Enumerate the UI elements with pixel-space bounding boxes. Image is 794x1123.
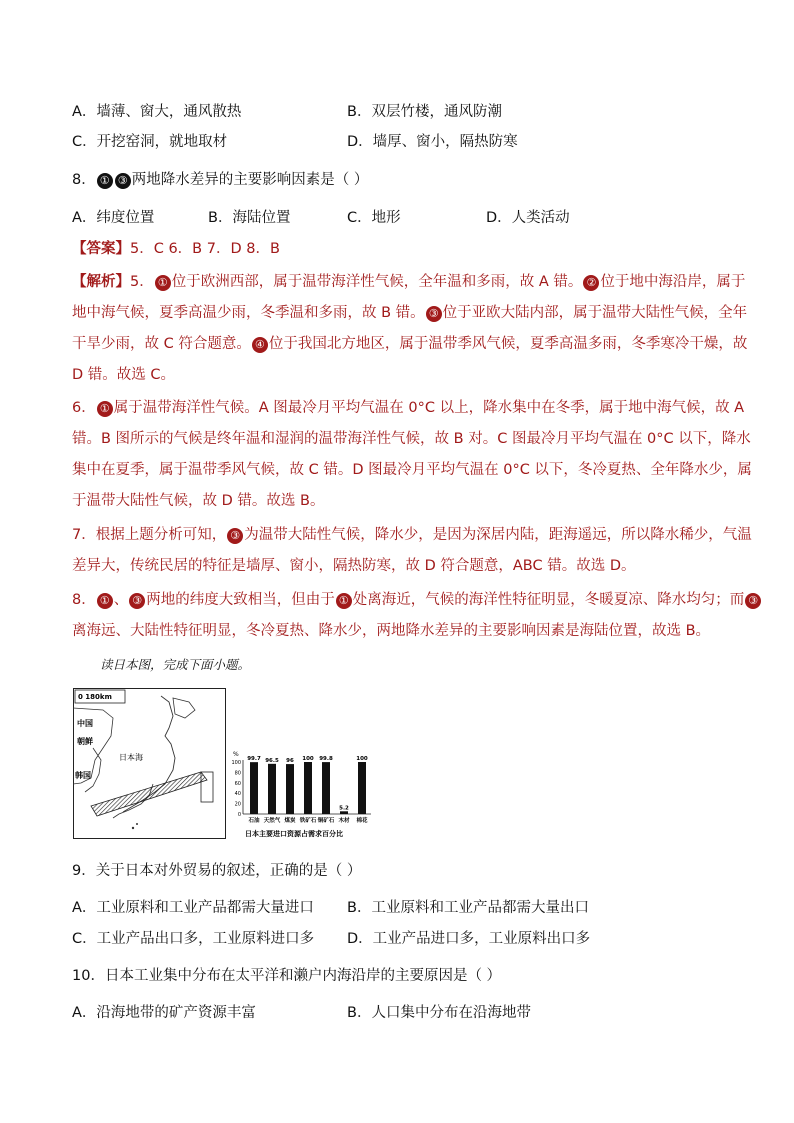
- chart-bar: [340, 811, 348, 814]
- chart-category-label: 棉花: [356, 818, 368, 824]
- circled-2-icon: ②: [583, 275, 599, 291]
- chart-ylabel: %: [233, 751, 239, 758]
- label-south-korea: 韩国: [75, 771, 91, 780]
- analysis-text: 处离海近，气候的海洋性特征明显，冬暖夏凉、降水均匀；而: [352, 592, 745, 608]
- q8-stem: [72, 169, 368, 191]
- chart-data-label: 96.5: [265, 757, 279, 764]
- chart-category-label: 铁矿石: [299, 818, 317, 824]
- analysis-p7-line1: [72, 524, 752, 546]
- chart-category-label: 煤炭: [284, 818, 296, 824]
- analysis-text: 两地的纬度大致相当，但由于: [146, 592, 335, 608]
- circled-3-icon: ③: [426, 306, 442, 322]
- chart-bar: [268, 764, 276, 814]
- analysis-p6-line1: [72, 397, 744, 419]
- chart-bar: [250, 762, 258, 814]
- analysis-text: 位于我国北方地区，属于温带季风气候，夏季高温多雨，冬季寒冷干燥，故: [268, 336, 748, 352]
- analysis-text: 位于亚欧大陆内部，属于温带大陆性气候，全年: [442, 305, 748, 321]
- q8-option-c: C．地形: [347, 210, 401, 226]
- chart-data-label: 100: [302, 756, 314, 762]
- analysis-text: 位于地中海沿岸，属于: [600, 274, 746, 290]
- chart-data-label: 100: [356, 756, 368, 762]
- chart-category-label: 木材: [338, 818, 350, 824]
- label-north-korea: 朝鲜: [77, 737, 93, 746]
- chart-category-label: 铜矿石: [317, 818, 335, 824]
- analysis-p5-line1: [72, 271, 745, 293]
- analysis-p8-line1: [72, 589, 762, 611]
- answer-text: 5．C 6．B 7．D 8．B: [130, 241, 280, 257]
- chart-category-label: 石油: [248, 818, 260, 824]
- circled-1-icon: ①: [97, 593, 113, 609]
- circled-3-icon: ③: [129, 593, 145, 609]
- circled-1-icon: ①: [336, 593, 352, 609]
- analysis-text: 地中海气候，夏季高温少雨，冬季温和多雨，故 B 错。: [72, 305, 425, 321]
- analysis-p6-number: 6．: [72, 400, 96, 416]
- q8-option-b: B．海陆位置: [208, 210, 291, 226]
- chart-bar: [322, 762, 330, 814]
- q10-option-a: A．沿海地带的矿产资源丰富: [72, 1005, 256, 1021]
- analysis-text: 干旱少雨，故 C 符合题意。: [72, 336, 251, 352]
- circled-3-icon: ③: [745, 593, 761, 609]
- chart-ytick-label: 100: [231, 760, 241, 766]
- analysis-p7-line2: 差异大，传统民居的特征是墙厚、窗小，隔热防寒，故 D 符合题意，ABC 错。故选 D。: [72, 558, 636, 574]
- circled-4-icon: ④: [252, 337, 268, 353]
- analysis-p5-number: 5．: [130, 274, 154, 290]
- circled-1-icon: ①: [97, 173, 113, 189]
- analysis-tag: 【解析】: [72, 274, 130, 290]
- map-frame: [74, 689, 226, 839]
- circled-3-icon: ③: [115, 173, 131, 189]
- q9-option-a: A．工业原料和工业产品都需大量进口: [72, 900, 314, 916]
- chart-bar: [304, 762, 312, 814]
- japan-map-figure: [73, 688, 391, 840]
- q7-option-c: C．开挖窑洞，就地取材: [72, 134, 228, 150]
- analysis-p6-line4: 于温带大陆性气候，故 D 错。故选 B。: [72, 493, 325, 509]
- chart-ytick-label: 0: [237, 812, 241, 818]
- q8-stem-text: 两地降水差异的主要影响因素是（ ）: [131, 172, 369, 188]
- island-dot: [132, 827, 134, 829]
- circled-1-icon: ①: [97, 401, 113, 417]
- analysis-p8-line2: 离海远、大陆性特征明显，冬冷夏热、降水少，两地降水差异的主要影响因素是海陆位置，故选 B。: [72, 623, 711, 639]
- chart-data-label: 99.8: [319, 756, 333, 763]
- chart-bar: [358, 762, 366, 814]
- analysis-text: 为温带大陆性气候，降水少，是因为深居内陆，距海遥远，所以降水稀少，气温: [244, 527, 752, 543]
- q9-option-b: B．工业原料和工业产品都需大量出口: [347, 900, 589, 916]
- chart-ytick-label: 40: [234, 791, 241, 798]
- analysis-p5-line3: [72, 333, 747, 355]
- q9-option-d: D．工业产品进口多，工业原料出口多: [347, 931, 591, 947]
- island-dot: [136, 823, 138, 825]
- analysis-p6-line3: 集中在夏季，属于温带季风气候，故 C 错。D 图最冷月平均气温在 0°C 以下，冬冷夏热、全年降水少，属: [72, 462, 752, 478]
- chart-ytick-label: 80: [234, 770, 241, 777]
- q8-option-a: A．纬度位置: [72, 210, 155, 226]
- chart-data-label: 5.2: [339, 805, 349, 812]
- q8-number: 8．: [72, 172, 96, 188]
- q7-option-d: D．墙厚、窗小，隔热防寒: [347, 134, 518, 150]
- analysis-p5-line4: D 错。故选 C。: [72, 367, 176, 383]
- label-china: 中国: [77, 719, 93, 728]
- reading-prompt: 读日本图，完成下面小题。: [100, 657, 251, 672]
- analysis-text: 7．根据上题分析可知，: [72, 527, 227, 543]
- chart-ytick-label: 60: [234, 780, 241, 787]
- answer-tag: 【答案】: [72, 241, 130, 257]
- import-ratio-bar-chart: [229, 748, 389, 840]
- q9-stem: 9．关于日本对外贸易的叙述，正确的是（ ）: [72, 863, 362, 879]
- q10-option-b: B．人口集中分布在沿海地带: [347, 1005, 531, 1021]
- chart-category-label: 天然气: [263, 818, 281, 824]
- analysis-text: 、: [113, 592, 129, 608]
- chart-data-label: 99.7: [247, 756, 261, 763]
- chart-ytick-label: 20: [234, 801, 241, 808]
- map-scale-label: 0 180km: [78, 693, 112, 701]
- analysis-text: 属于温带海洋性气候。A 图最冷月平均气温在 0°C 以上，降水集中在冬季，属于地中海气候，故 A: [113, 400, 745, 416]
- analysis-p5-line2: [72, 302, 747, 324]
- chart-data-label: 96: [286, 758, 294, 765]
- analysis-text: 位于欧洲西部，属于温带海洋性气候，全年温和多雨，故 A 错。: [171, 274, 583, 290]
- label-sea-of-japan: 日本海: [119, 753, 143, 762]
- analysis-p8-number: 8．: [72, 592, 96, 608]
- q9-option-c: C．工业产品出口多，工业原料进口多: [72, 931, 315, 947]
- q7-option-a: A．墙薄、窗大，通风散热: [72, 104, 242, 120]
- circled-3-icon: ③: [227, 528, 243, 544]
- chart-caption: 日本主要进口资源占需求百分比: [245, 830, 343, 838]
- circled-1-icon: ①: [155, 275, 171, 291]
- chart-bar: [286, 764, 294, 814]
- q7-option-b: B．双层竹楼，通风防潮: [347, 104, 502, 120]
- q10-stem: 10．日本工业集中分布在太平洋和濑户内海沿岸的主要原因是（ ）: [72, 968, 502, 984]
- q8-option-d: D．人类活动: [486, 210, 570, 226]
- analysis-p6-line2: 错。B 图所示的气候是终年温和湿润的温带海洋性气候，故 B 对。C 图最冷月平均气温在 0°C 以下，降水: [72, 431, 751, 447]
- answer-line: [72, 238, 280, 260]
